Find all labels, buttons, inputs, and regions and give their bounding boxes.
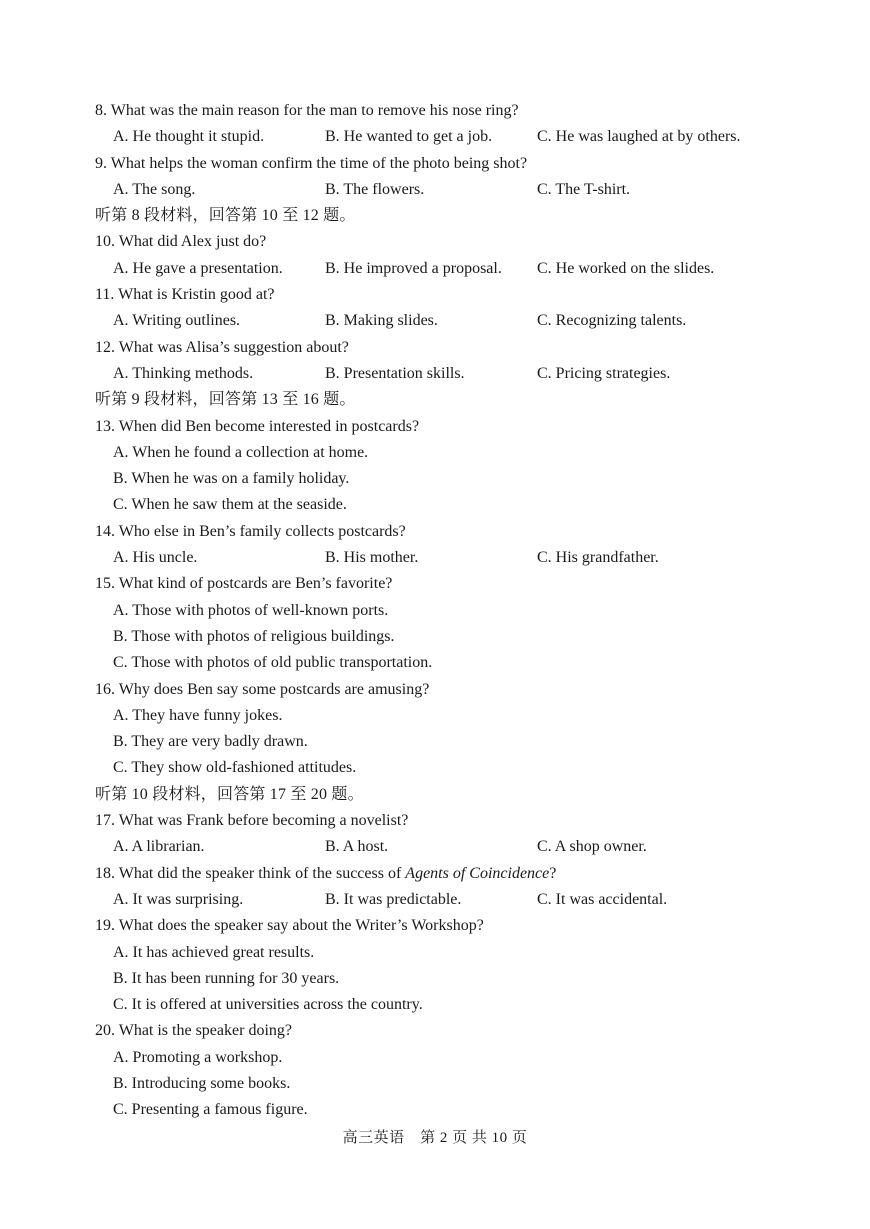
answer-option: A. He gave a presentation. bbox=[113, 259, 283, 277]
answer-option: C. Pricing strategies. bbox=[537, 364, 671, 382]
question-text: 13. When did Ben become interested in postcards? bbox=[95, 417, 420, 435]
question-text: 12. What was Alisa’s suggestion about? bbox=[95, 338, 349, 356]
section-instruction: 听第 10 段材料，回答第 17 至 20 题。 bbox=[95, 785, 364, 803]
answer-option: B. When he was on a family holiday. bbox=[113, 470, 350, 488]
answer-option: C. Those with photos of old public transportation. bbox=[113, 654, 433, 672]
answer-option: B. He wanted to get a job. bbox=[325, 128, 493, 146]
answer-option: C. It was accidental. bbox=[537, 890, 668, 908]
answer-option: A. A librarian. bbox=[113, 838, 205, 856]
question-text: 16. Why does Ben say some postcards are amusing? bbox=[95, 680, 430, 698]
question-text-part: 18. What did the speaker think of the success of bbox=[95, 864, 406, 882]
answer-option: A. It was surprising. bbox=[113, 890, 244, 908]
answer-option: C. It is offered at universities across the country. bbox=[113, 996, 423, 1014]
question-text: 11. What is Kristin good at? bbox=[95, 286, 275, 304]
answer-option: B. Making slides. bbox=[325, 312, 438, 330]
answer-option: A. When he found a collection at home. bbox=[113, 443, 369, 461]
answer-option: A. They have funny jokes. bbox=[113, 706, 283, 724]
answer-option: A. Writing outlines. bbox=[113, 312, 241, 330]
question-text: 19. What does the speaker say about the Writer’s Workshop? bbox=[95, 917, 484, 935]
answer-option: A. Promoting a workshop. bbox=[113, 1048, 283, 1066]
answer-option: B. Presentation skills. bbox=[325, 364, 465, 382]
question-text: 17. What was Frank before becoming a novelist? bbox=[95, 812, 409, 830]
answer-options-row bbox=[95, 361, 795, 387]
answer-option: C. When he saw them at the seaside. bbox=[113, 496, 347, 514]
answer-option: B. It was predictable. bbox=[325, 890, 462, 908]
answer-option: A. Those with photos of well-known ports. bbox=[113, 601, 389, 619]
question-text: 15. What kind of postcards are Ben’s favorite? bbox=[95, 575, 393, 593]
answer-option: C. They show old-fashioned attitudes. bbox=[113, 759, 357, 777]
answer-option: C. Presenting a famous figure. bbox=[113, 1101, 308, 1119]
section-instruction: 听第 9 段材料，回答第 13 至 16 题。 bbox=[95, 391, 356, 409]
question-text: 8. What was the main reason for the man to remove his nose ring? bbox=[95, 102, 519, 119]
section-instruction: 听第 8 段材料，回答第 10 至 12 题。 bbox=[95, 207, 356, 225]
answer-option: A. Thinking methods. bbox=[113, 364, 254, 382]
page-footer: 高三英语 第 2 页 共 10 页 bbox=[342, 1130, 528, 1146]
answer-option: B. It has been running for 30 years. bbox=[113, 969, 340, 987]
answer-option: B. A host. bbox=[325, 838, 389, 856]
answer-option: C. The T-shirt. bbox=[537, 180, 631, 198]
question-text: 10. What did Alex just do? bbox=[95, 233, 267, 251]
question-text-part: ? bbox=[549, 864, 557, 882]
question-text: 14. Who else in Ben’s family collects postcards? bbox=[95, 522, 406, 540]
answer-option: C. His grandfather. bbox=[537, 549, 659, 567]
question-text bbox=[95, 861, 795, 887]
book-title: Agents of Coincidence bbox=[405, 864, 550, 882]
answer-option: A. He thought it stupid. bbox=[113, 128, 265, 146]
answer-options-row bbox=[95, 256, 795, 282]
answer-option: C. Recognizing talents. bbox=[537, 312, 687, 330]
answer-option: A. His uncle. bbox=[113, 549, 198, 567]
answer-options-row bbox=[95, 545, 795, 571]
answer-option: C. He worked on the slides. bbox=[537, 259, 715, 277]
answer-option: C. A shop owner. bbox=[537, 838, 647, 856]
answer-option: B. His mother. bbox=[325, 549, 419, 567]
answer-options-row bbox=[95, 308, 795, 334]
answer-option: B. The flowers. bbox=[325, 180, 425, 198]
answer-option: B. Those with photos of religious buildings. bbox=[113, 627, 395, 645]
answer-option: A. The song. bbox=[113, 180, 196, 198]
answer-options-row bbox=[95, 124, 795, 150]
question-list bbox=[95, 98, 795, 1124]
answer-option: C. He was laughed at by others. bbox=[537, 128, 741, 146]
answer-options-row bbox=[95, 177, 795, 203]
answer-options-row bbox=[95, 834, 795, 860]
answer-option: B. They are very badly drawn. bbox=[113, 733, 308, 751]
question-text: 9. What helps the woman confirm the time of the photo being shot? bbox=[95, 154, 528, 172]
answer-option: B. He improved a proposal. bbox=[325, 259, 502, 277]
answer-option: A. It has achieved great results. bbox=[113, 943, 315, 961]
answer-options-row bbox=[95, 887, 795, 913]
question-text: 20. What is the speaker doing? bbox=[95, 1022, 292, 1040]
answer-option: B. Introducing some books. bbox=[113, 1074, 291, 1092]
